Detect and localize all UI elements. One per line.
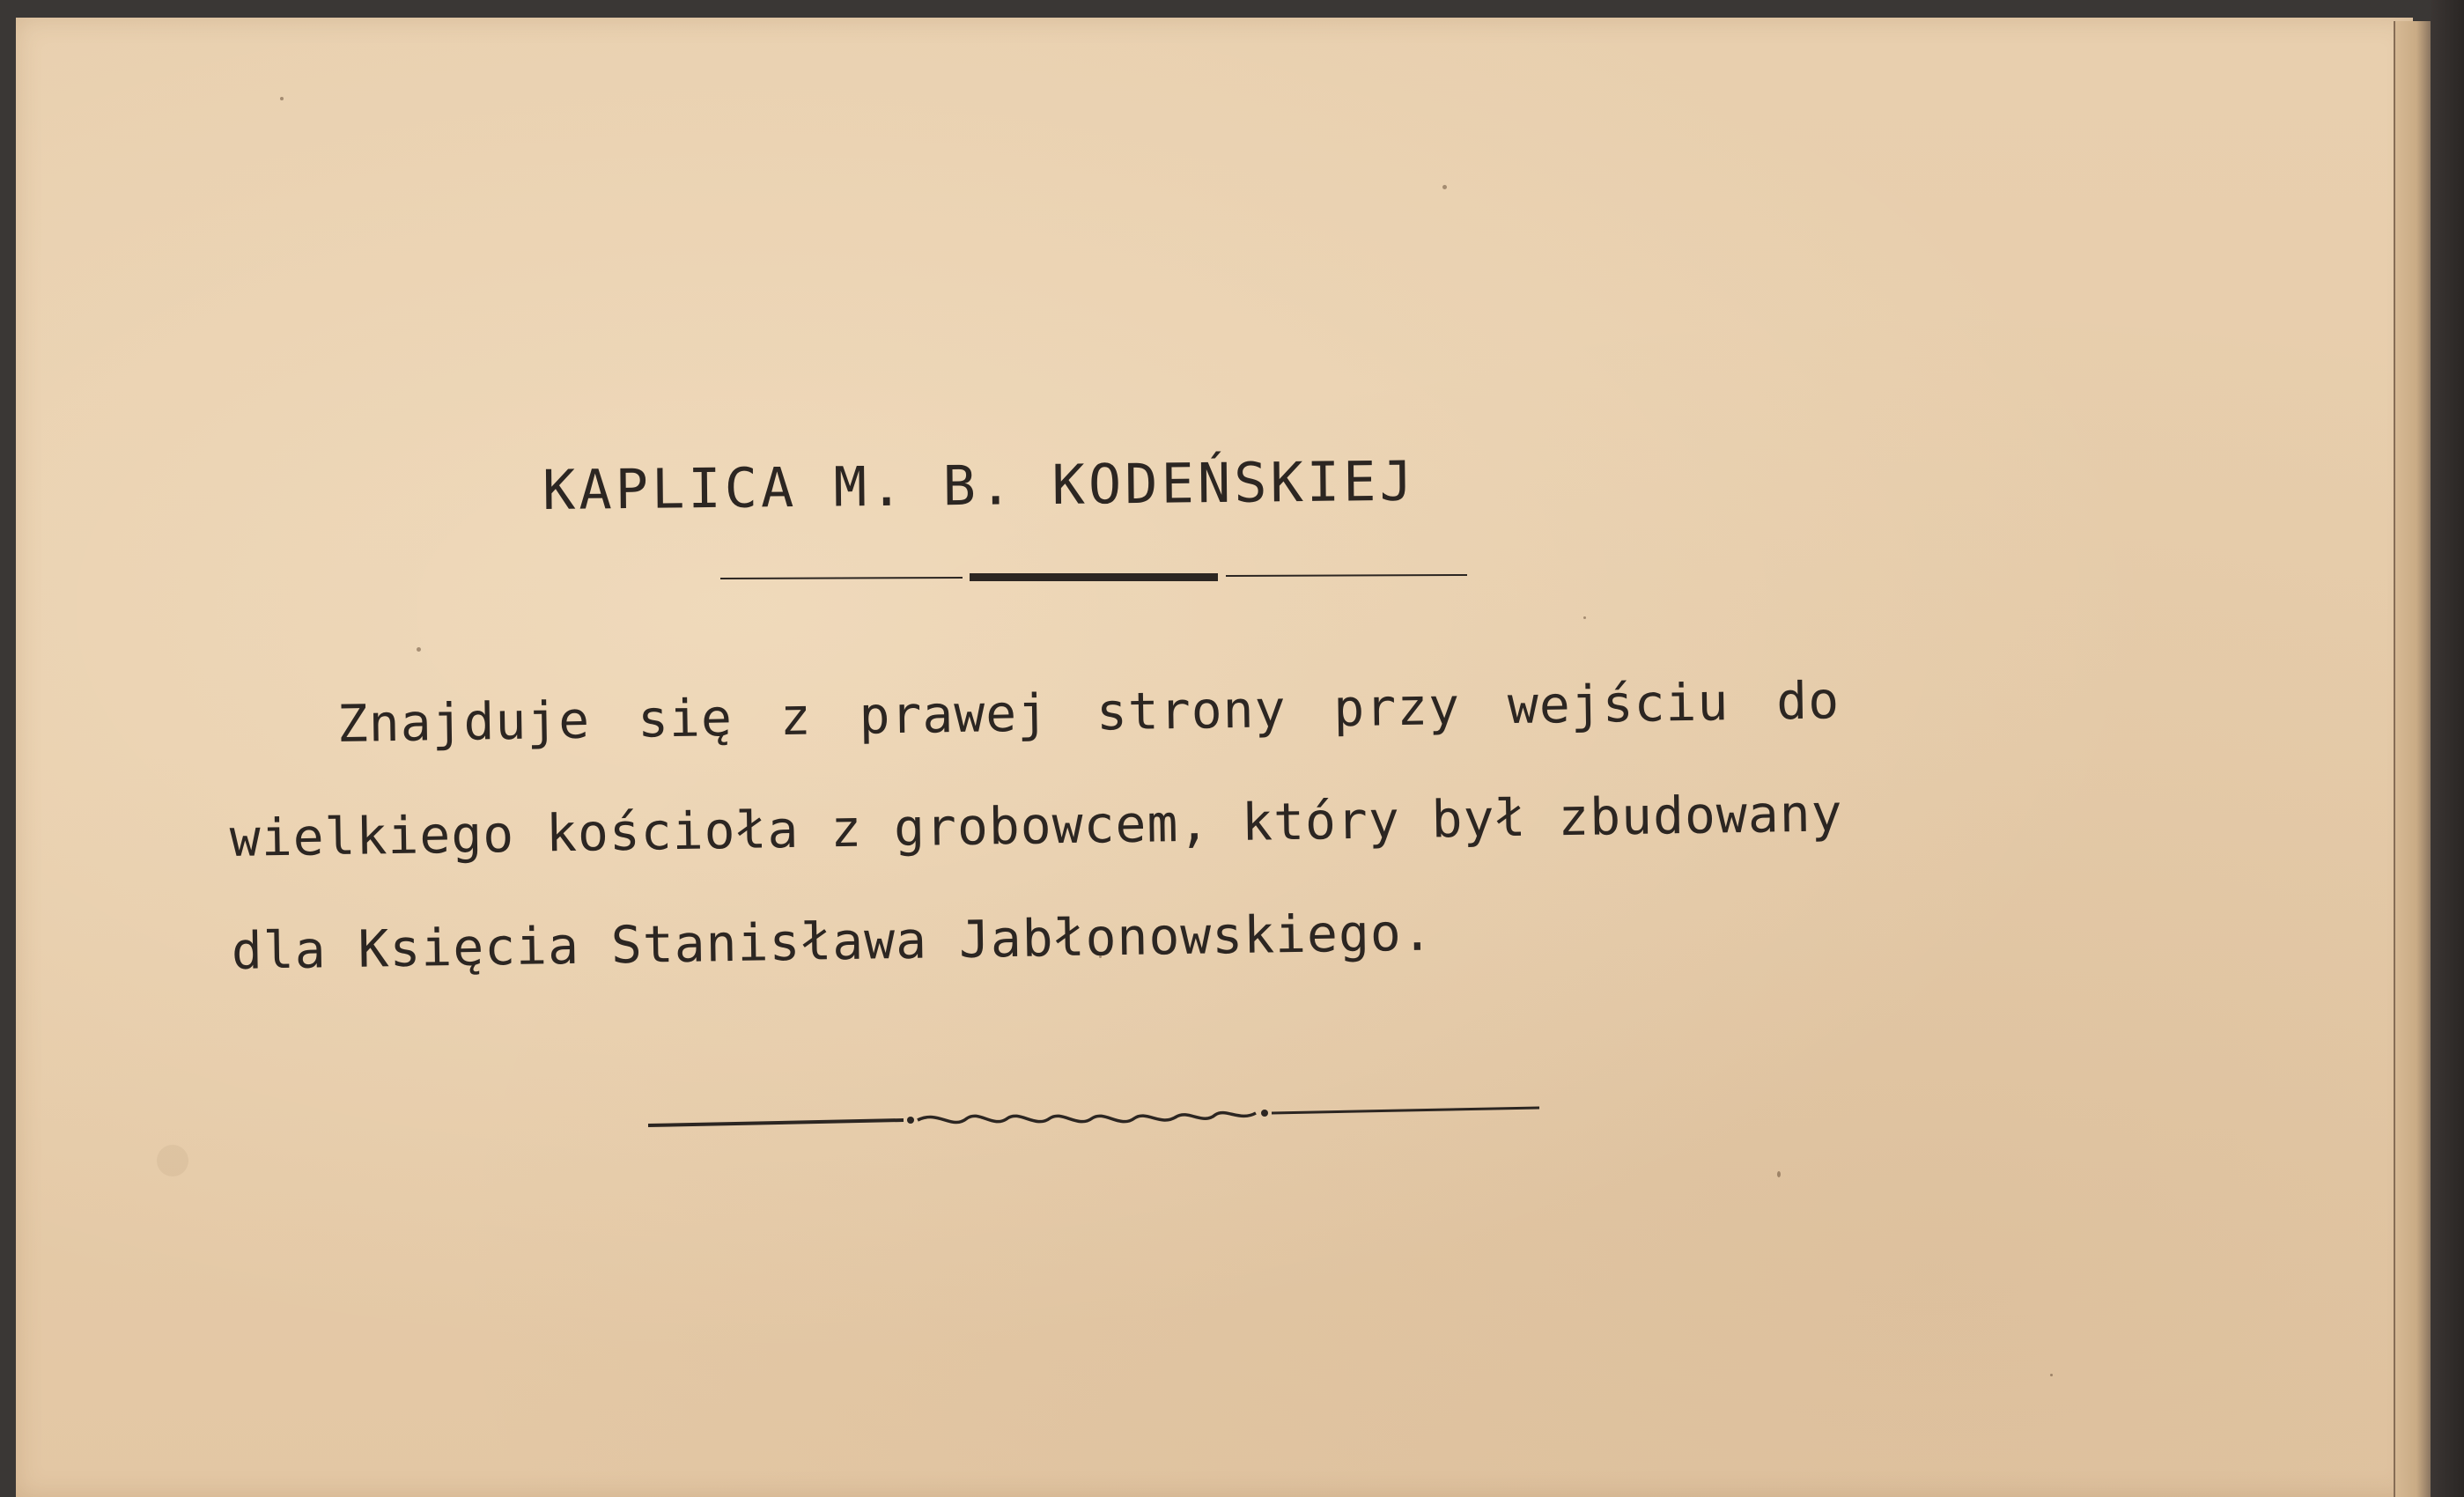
paper-speck bbox=[1099, 955, 1102, 958]
paragraph-line-3: dla Księcia Stanisława Jabłonowskiego. bbox=[231, 902, 1435, 981]
flourish-ornament-icon bbox=[648, 1101, 1539, 1139]
page-title: KAPLICA M. B. KODEŃSKIEJ bbox=[542, 448, 1417, 522]
body-paragraph bbox=[227, 651, 1988, 981]
paragraph-line-1: Znajduje się z prawej strony przy wejściu do bbox=[336, 670, 1841, 755]
paper-page bbox=[16, 18, 2413, 1497]
paper-speck bbox=[1583, 616, 1586, 619]
book-binding bbox=[2431, 0, 2464, 1497]
decorative-rule-icon bbox=[720, 571, 1467, 583]
paper-speck bbox=[417, 647, 421, 652]
page-edge bbox=[2394, 21, 2431, 1497]
paper-speck bbox=[280, 97, 284, 100]
paper-speck bbox=[1777, 1171, 1781, 1177]
paper-speck bbox=[2050, 1374, 2053, 1376]
scan-background-top bbox=[0, 0, 2464, 18]
paragraph-line-2: wielkiego kościoła z grobowcem, który był zbudowany bbox=[229, 783, 1844, 868]
paper-speck bbox=[1442, 185, 1447, 189]
paper-stain bbox=[157, 1145, 188, 1176]
